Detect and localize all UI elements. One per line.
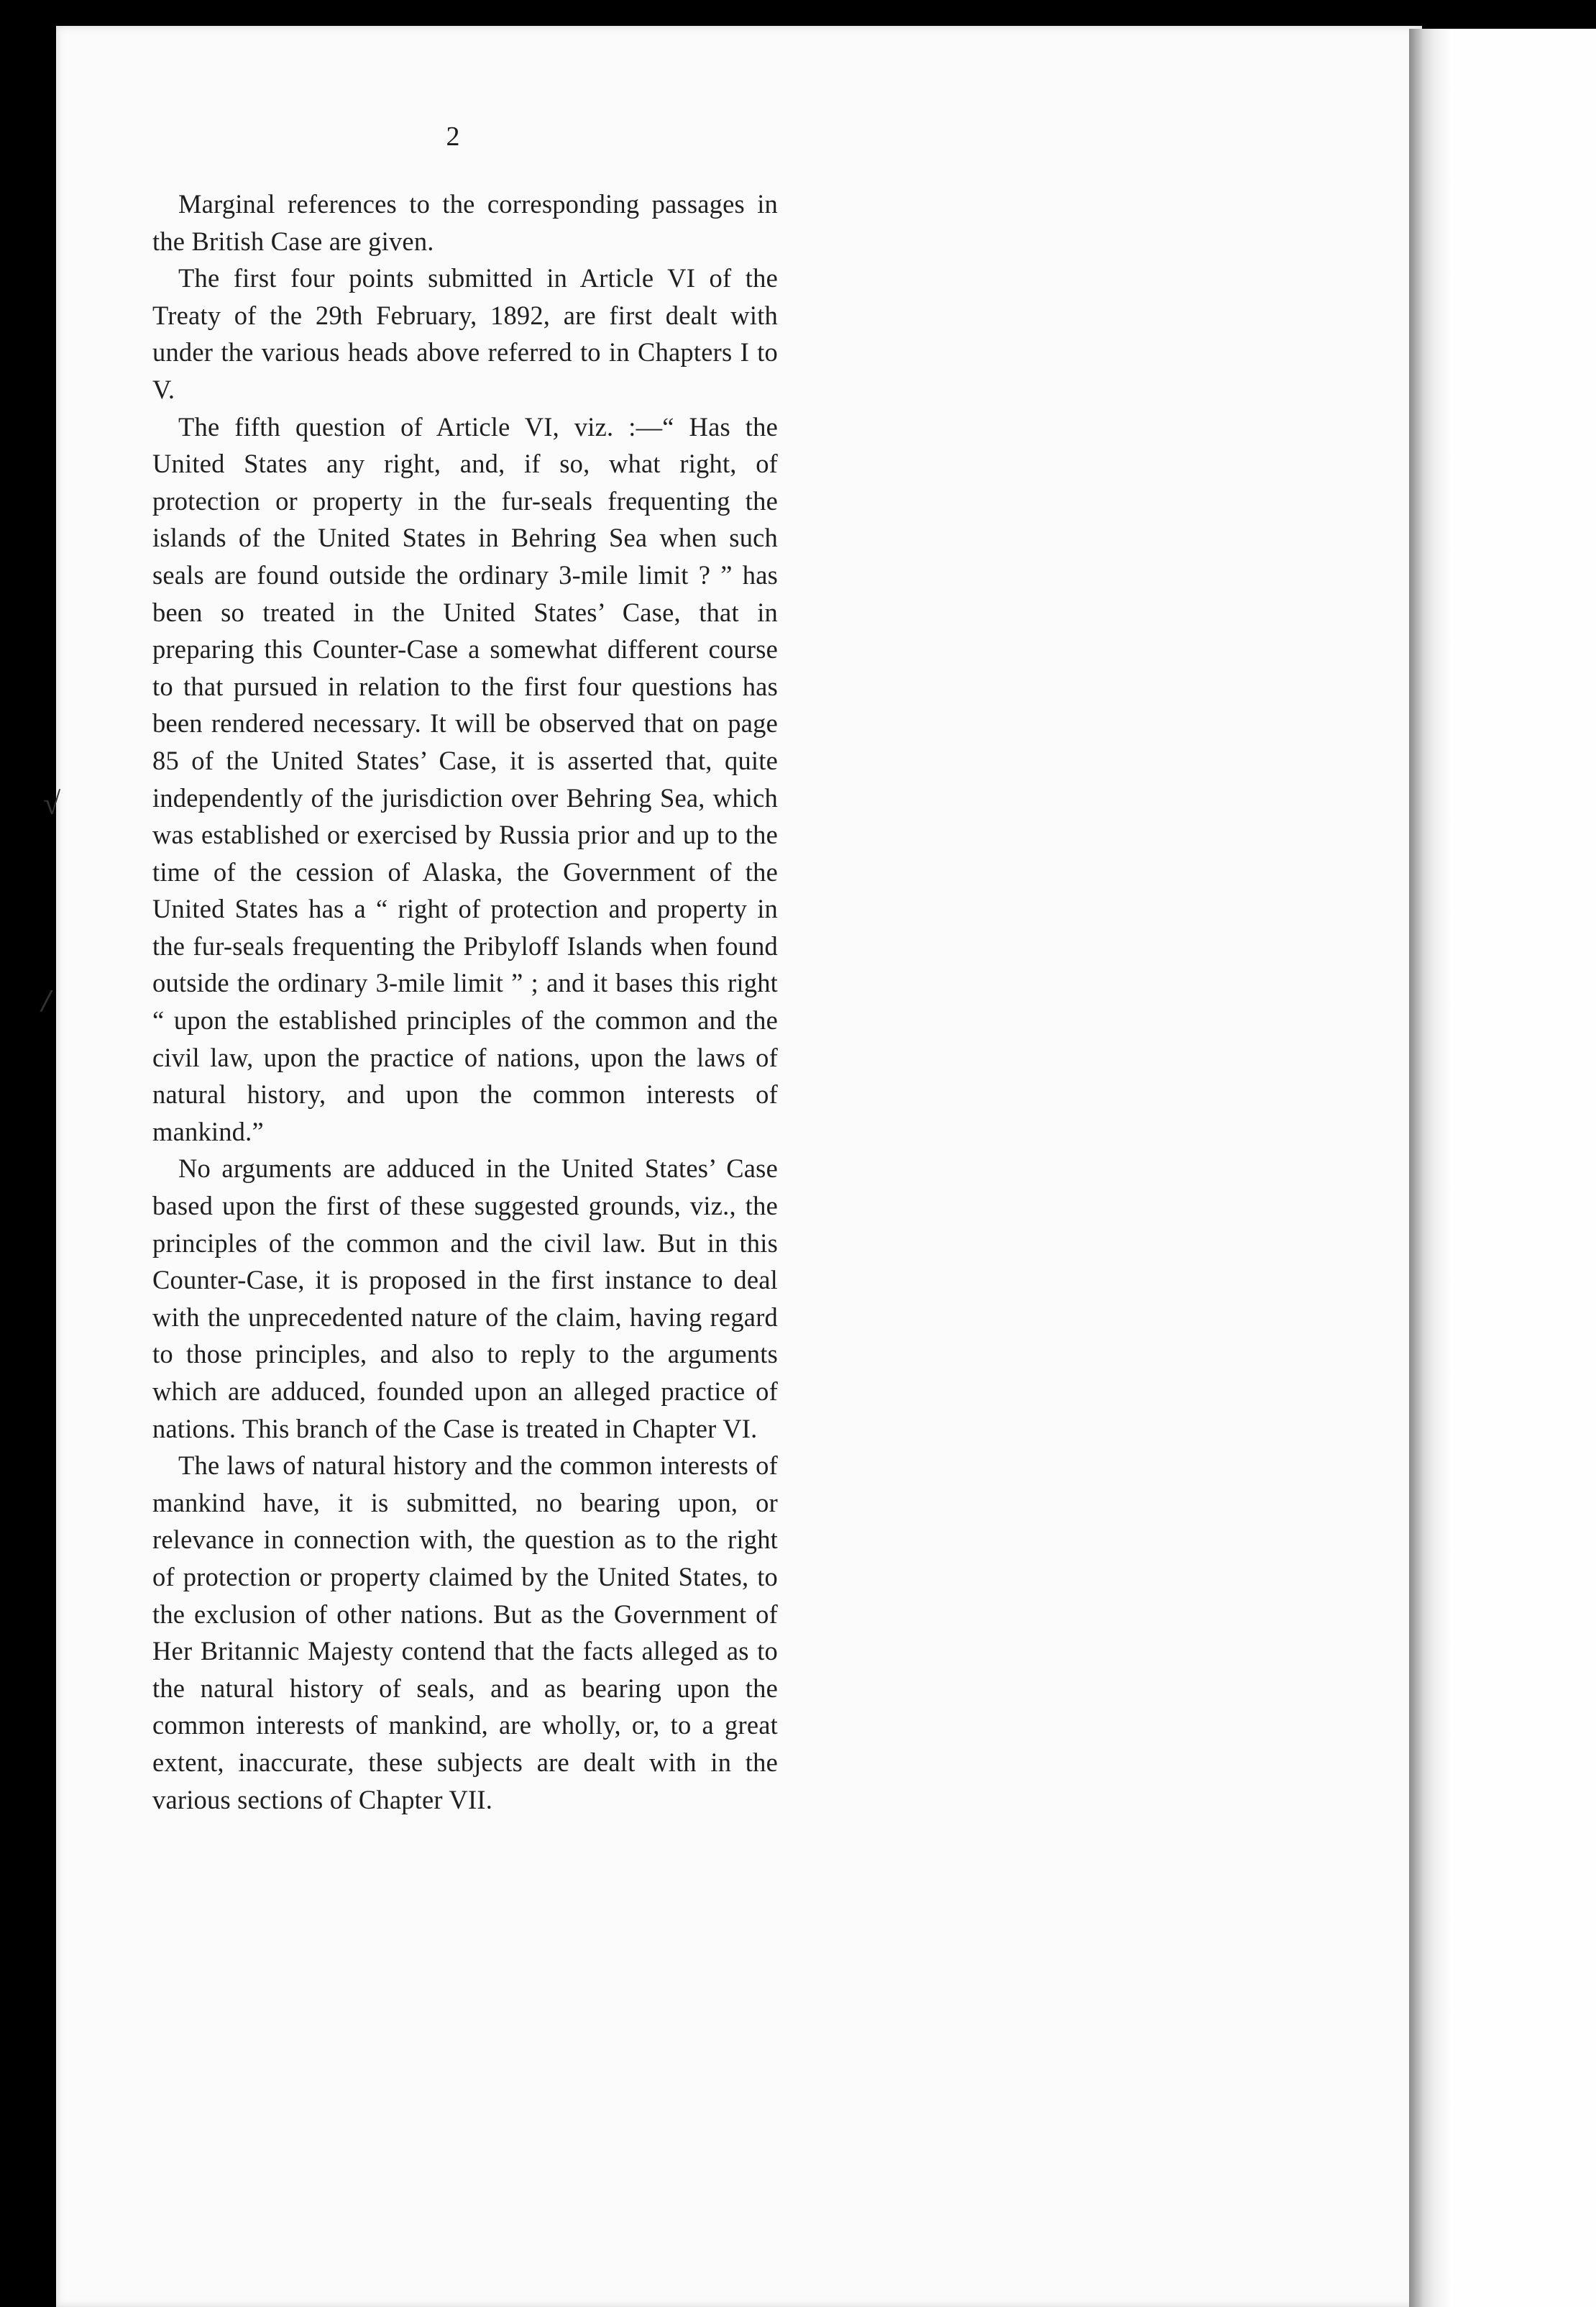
scan-top-border	[0, 0, 1596, 26]
paragraph-no-arguments: No arguments are adduced in the United States’ Case based upon the first of these suggested grounds, viz., the principles of the common and the civil law. But in this Counter-Case, it is proposed in the first instance to deal with the unprecedented nature of the claim, having regard to those principles, and also to reply to the arguments which are adduced, founded upon an alleged practice of nations. This branch of the Case is treated in Chapter VI.	[152, 1154, 778, 1443]
margin-check-mark: √	[43, 786, 61, 821]
paragraph-fifth-question: The fifth question of Article VI, viz. :—“ Has the United States any right, and, if so, what right, of protection or property in the fur-seals frequenting the islands of the United States in Behring Sea when such seals are found outside the ordinary 3-mile limit ? ” has been so treated in the United States’ Case, that in preparing this Counter-Case a somewhat different course to that pursued in relation to the first four questions has been rendered necessary. It will be observed that on page 85 of the United States’ Case, it is asserted that, quite independently of the jurisdiction over Behring Sea, which was established or exercised by Russia prior and up to the time of the cession of Alaska, the Government of the United States has a “ right of protection and property in the fur-seals frequenting the Pribyloff Islands when found outside the ordinary 3-mile limit ” ; and it bases this right “ upon the established principles of the common and the civil law, upon the practice of nations, upon the laws of natural history, and upon the common interests of mankind.”	[152, 411, 778, 1146]
facing-page-edge	[1452, 29, 1596, 2307]
page-number: 2	[446, 122, 460, 152]
paragraph-marginal-references: Marginal references to the corresponding passages in the British Case are given.	[152, 189, 778, 256]
paragraph-first-four-points: The first four points submitted in Article VI of the Treaty of the 29th February, 1892, are first dealt with under the various heads above referred to in Chapters I to V.	[152, 263, 778, 404]
page-gutter-shadow	[1409, 29, 1452, 2307]
margin-slash-mark: /	[42, 983, 51, 1018]
paragraph-natural-history: The laws of natural history and the common interests of mankind have, it is submitted, no bearing upon, or relevance in connection with, the question as to the right of protection or property claimed by the United States, to the exclusion of other nations. But as the Government of Her Britannic Majesty contend that the facts alleged as to the natural history of seals, and as bearing upon the common interests of mankind, are wholly, or, to a great extent, inaccurate, these subjects are dealt with in the various sections of Chapter VII.	[152, 1451, 778, 1814]
body-text	[152, 186, 778, 1818]
